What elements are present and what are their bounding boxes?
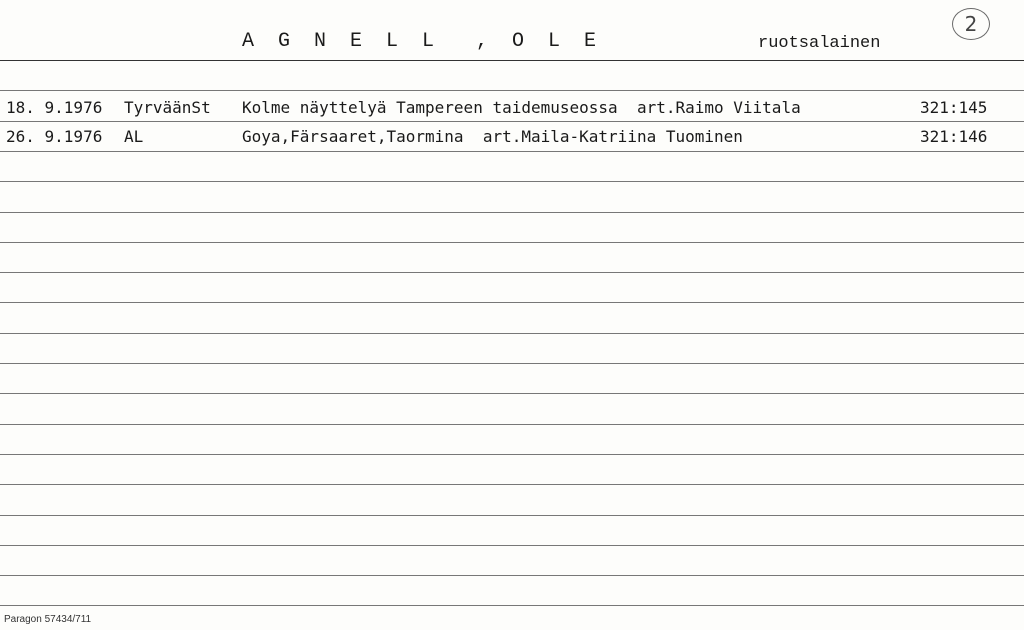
ruled-line <box>0 363 1024 364</box>
ruled-line <box>0 484 1024 485</box>
ruled-line <box>0 121 1024 122</box>
ruled-line <box>0 393 1024 394</box>
entry-title: Kolme näyttelyä Tampereen taidemuseossa art.Raimo Viitala <box>242 98 801 117</box>
entry-row <box>0 127 1024 151</box>
entry-source: TyrväänSt <box>124 98 211 117</box>
entry-ref: 321:145 <box>920 98 988 117</box>
ruled-line <box>0 302 1024 303</box>
entry-title: Goya,Färsaaret,Taormina art.Maila-Katriina Tuominen <box>242 127 743 146</box>
ruled-line <box>0 454 1024 455</box>
ruled-line <box>0 605 1024 606</box>
header-rule <box>0 60 1024 61</box>
entry-date: 18. 9.1976 <box>6 98 103 117</box>
ruled-line <box>0 575 1024 576</box>
ruled-line <box>0 272 1024 273</box>
entry-date: 26. 9.1976 <box>6 127 103 146</box>
entry-ref: 321:146 <box>920 127 988 146</box>
ruled-line <box>0 151 1024 152</box>
ruled-line <box>0 90 1024 91</box>
card-number-circle: 2 <box>952 8 990 40</box>
ruled-line <box>0 181 1024 182</box>
entry-source: AL <box>124 127 144 146</box>
ruled-line <box>0 333 1024 334</box>
entry-row <box>0 98 1024 122</box>
ruled-line <box>0 545 1024 546</box>
ruled-line <box>0 242 1024 243</box>
ruled-line <box>0 212 1024 213</box>
person-name: A G N E L L , O L E <box>242 30 603 53</box>
nationality: ruotsalainen <box>758 34 881 53</box>
ruled-line <box>0 515 1024 516</box>
printer-mark: Paragon 57434/711 <box>4 614 92 625</box>
ruled-line <box>0 424 1024 425</box>
